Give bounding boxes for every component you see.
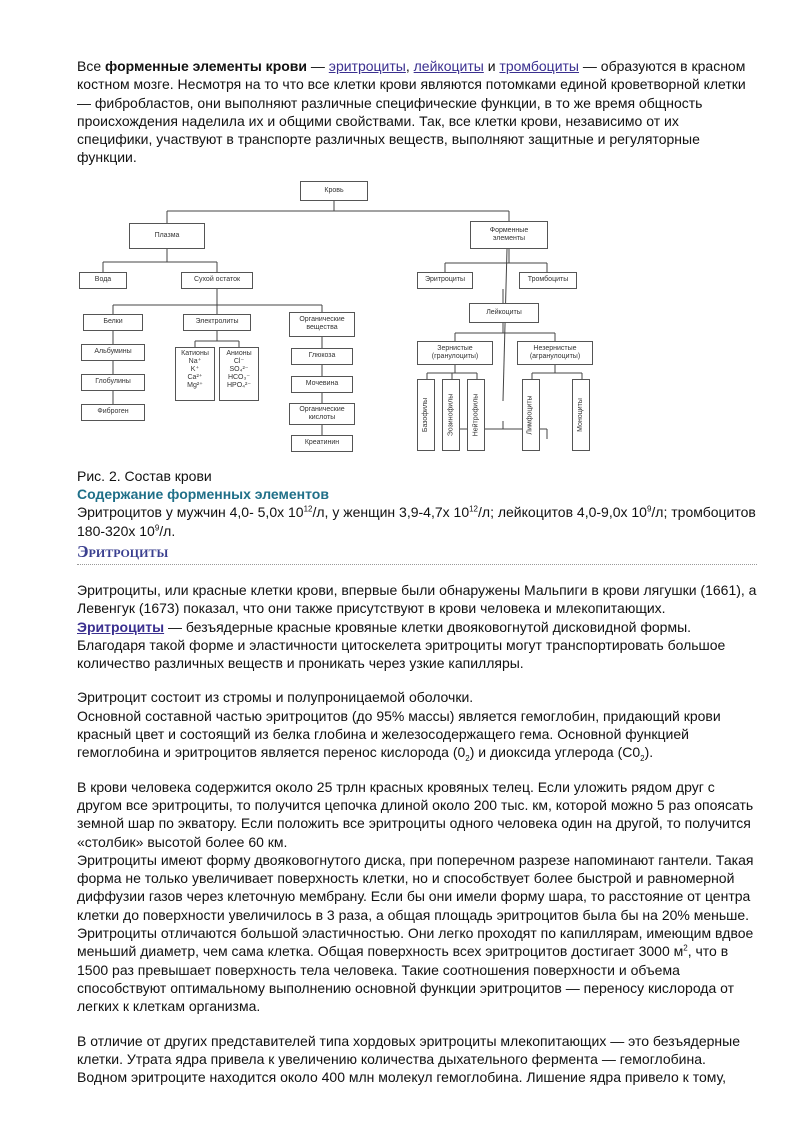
content-text: /л; лейкоцитов 4,0-9,0х 10 (478, 504, 647, 521)
paragraph-text: Основной составной частью эритроцитов (до 95% массы) является гемоглобин, придающий крови красный цвет и состоящий из белка глобина и железосодержащего гема. Основной функцией гемоглобина и эритроцитов является перенос кислорода (0 (77, 707, 721, 761)
node-creatinine: Креатинин (291, 435, 353, 452)
node-organic-acids: Органические кислоты (289, 403, 355, 425)
section-title: Эритроциты (77, 542, 757, 565)
paragraph-text: — безъядерные красные кровяные клетки двояковогнутой дисковидной формы. Благодаря такой форме и эластичности цитоскелета эритроциты могут транспортировать большое количество различных веществ и проникать через узкие капилляры. (77, 618, 726, 672)
node-electrolytes: Электролиты (183, 314, 251, 331)
node-organic-substances: Органические вещества (289, 312, 355, 337)
link-erythrocytes[interactable]: эритроциты (328, 58, 406, 74)
paragraph-4: В отличие от других представителей типа хордовых эритроциты млекопитающих — это безъядерные клетки. Утрата ядра привела к увеличению количества дыхательного фермента — гемоглобина. Водном эритроците находится около 400 млн молекул гемоглобина. Лишение ядра привело к тому, (77, 1032, 740, 1086)
node-basophils-label: Базофилы (422, 397, 429, 432)
figure-caption: Рис. 2. Состав крови (77, 467, 212, 484)
node-dry-residue: Сухой остаток (181, 272, 253, 289)
node-eosinophils (442, 379, 460, 451)
node-anions: Анионы Cl⁻ SO₄²⁻ HCO₃⁻ HPO₄²⁻ (219, 347, 259, 401)
node-basophils (417, 379, 435, 451)
node-monocytes-label: Моноциты (577, 397, 584, 432)
link-erythrocytes-2[interactable]: Эритроциты (77, 618, 165, 635)
node-monocytes (572, 379, 590, 451)
link-leukocytes[interactable]: лейкоциты (413, 58, 484, 74)
intro-text: — образуются в красном костном мозге. Несмотря на то что все клетки крови являются потомками единой кроветворной клетки — фибробластов, они выполняют различные специфические функции, в то же время общность происхождения наделила их и общими свойствами. Так, все клетки крови, независимо от их специфики, участвуют в транспорте различных веществ, выполняют защитные и регуляторные функции. (77, 58, 746, 166)
content-text: /л; тромбоцитов 180-320х 10 (77, 504, 756, 539)
article (77, 57, 757, 1086)
node-blood: Кровь (300, 181, 368, 201)
paragraph-2 (77, 688, 757, 764)
intro-text: , (405, 58, 414, 74)
content-exponent: 9 (646, 504, 652, 514)
content-text: Эритроцитов у мужчин 4,0- 5,0х 10 (77, 504, 304, 521)
intro-bold-term: форменные элементы крови (105, 58, 308, 74)
blood-composition-diagram (77, 171, 757, 463)
node-erythrocytes: Эритроциты (417, 272, 473, 289)
content-paragraph (77, 503, 757, 540)
paragraph-text: , что в 1500 раз превышает поверхность тела человека. Такие соотношения поверхности и объема способствуют оптимальному выполнению основной функции эритроцитов — переносу кислорода от легких к клеткам организма. (77, 943, 735, 1015)
node-formed-elements: Форменные элементы (470, 221, 548, 249)
node-agranulocytes: Незернистые (агранулоциты) (517, 341, 593, 365)
node-plasma: Плазма (129, 223, 205, 249)
content-text: /л. (159, 522, 176, 539)
paragraph-text: Эритроциты, или красные клетки крови, впервые были обнаружены Мальпиги в крови лягушки (1661), а Левенгук (1673) показал, что они также присутствуют в крови человека и млекопитающих. (77, 581, 757, 617)
paragraph-text: ). (644, 744, 654, 761)
subscript: 2 (640, 754, 645, 764)
paragraph-text: В крови человека содержится около 25 трлн красных кровяных телец. Если уложить рядом друг с другом все эритроциты, то получится цепочка длиной около 200 тыс. км, которой можно 5 раз опоясать земной шар по экватору. Если положить все эритроциты одного человека один на другой, то получится «столбик» высотой более 60 км. (77, 778, 754, 850)
content-exponent: 12 (469, 504, 479, 514)
intro-paragraph (77, 57, 757, 167)
node-glucose: Глюкоза (291, 348, 353, 365)
node-thrombocytes: Тромбоциты (519, 272, 577, 289)
link-thrombocytes[interactable]: тромбоциты (499, 58, 579, 74)
paragraph-text: ) и диоксида углерода (С0 (469, 744, 641, 761)
node-globulins: Глобулины (81, 374, 145, 391)
node-leukocytes: Лейкоциты (469, 303, 539, 323)
content-text: /л, у женщин 3,9-4,7х 10 (312, 504, 470, 521)
node-proteins: Белки (83, 314, 143, 331)
subscript: 2 (465, 754, 470, 764)
node-cations: Катионы Na⁺ K⁺ Ca²⁺ Mg²⁺ (175, 347, 215, 401)
node-granulocytes: Зернистые (гранулоциты) (417, 341, 493, 365)
node-water: Вода (79, 272, 127, 289)
paragraph-3 (77, 778, 757, 1016)
node-neutrophils (467, 379, 485, 451)
paragraph-text: Эритроциты имеют форму двояковогнутого диска, при поперечном разрезе напоминают гантели. Такая форма не только увеличивает поверхность клетки, но и способствует более быстрой и равномерной диффузии газов через клеточную мембрану. Если бы они имели форму шара, то расстояние от центра клетки до поверхности увеличилось в 3 раза, а общая площадь эритроцитов была бы на 20% меньше. Эритроциты отличаются большой эластичностью. Они легко проходят по капиллярам, имеющим вдвое меньший диаметр, чем сама клетка. Общая поверхность всех эритроцитов достигает 3000 м (77, 851, 754, 960)
content-heading: Содержание форменных элементов (77, 486, 329, 503)
intro-text: — (307, 58, 329, 74)
node-urea: Мочевина (291, 376, 353, 393)
content-exponent: 12 (303, 504, 313, 514)
node-lymphocytes-label: Лимфоциты (527, 395, 535, 435)
node-fibrinogen: Фиброген (81, 404, 145, 421)
paragraph-text: Эритроцит состоит из стромы и полупроницаемой оболочки. (77, 689, 474, 706)
node-neutrophils-label: Нейтрофилы (472, 393, 480, 437)
node-lymphocytes (522, 379, 540, 451)
paragraph-1 (77, 581, 757, 672)
node-eosinophils-label: Эозинофилы (447, 393, 455, 437)
intro-text: Все (77, 58, 106, 74)
intro-text: и (483, 58, 500, 74)
superscript: 2 (683, 943, 688, 953)
content-exponent: 9 (154, 523, 160, 533)
node-albumins: Альбумины (81, 344, 145, 361)
